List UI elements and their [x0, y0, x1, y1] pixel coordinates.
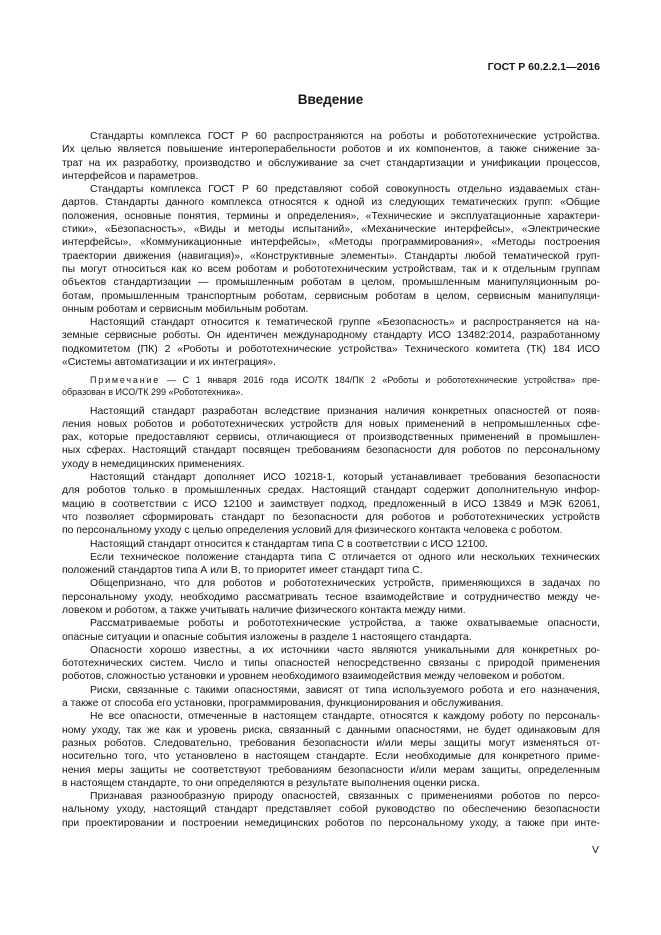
text-line: разных роботов. Следовательно, требования безопасности и/или меры защиты могут изменяться от- [62, 737, 600, 749]
note-text: — С 1 января 2016 года ИСО/ТК 184/ПК 2 «Роботы и робототехнические устройства» пре- [166, 375, 600, 386]
text-line: рах, которые предоставляют сервисы, отличающиеся от производственных применений в промышлен- [62, 432, 600, 444]
text-line: положений стандартов типа А или В, то приоритет имеет стандарт типа С. [62, 565, 423, 577]
text-line: уходу в немедицинских применениях. [62, 458, 245, 470]
text-line: трат на их разработку, производство и обслуживание за счет стандартизации и унификации процессов, [62, 157, 600, 169]
text-line: ботам, промышленным транспортным роботам, сервисным роботам в целом, сервисным манипуляци- [62, 290, 600, 302]
text-line: Стандарты комплекса ГОСТ Р 60 представляют собой совокупность отдельно издаваемых стан- [90, 184, 600, 196]
text-line: ловеком и роботом, а также учитывать наличие физического контакта между ними. [62, 604, 466, 616]
paragraph [62, 577, 600, 617]
text-line: онным роботам и сервисным мобильным роботам. [62, 303, 309, 315]
paragraph [62, 538, 600, 551]
paragraph [62, 183, 600, 316]
text-line: в настоящем стандарте, то они определяются в результате выполнения оценки риска. [62, 777, 480, 789]
text-line: ному уходу, так же как и уровень риска, связанный с данными опасностями, не будет одинаковым для [62, 724, 600, 736]
text-line: нения меры защиты не соответствуют требованиям безопасности и/или мерам защиты, определенным [62, 764, 600, 776]
text-line: по персональному уходу с целью определения условий для физического контакта человека с роботом. [62, 525, 563, 537]
text-line: Настоящий стандарт дополняет ИСО 10218-1, который устанавливает требования безопасности [90, 472, 600, 484]
text-line: «Системы автоматизации и их интеграция». [62, 357, 276, 369]
text-line: Настоящий стандарт относится к тематической группе «Безопасность» и распространяется на на- [90, 317, 600, 329]
paragraph [62, 551, 600, 578]
note-line [62, 375, 600, 387]
paragraph [62, 617, 600, 644]
text-line: опасные ситуации и опасные события изложены в разделе 1 настоящего стандарта. [62, 631, 472, 643]
text-line: нальному уходу, настоящий стандарт представляет собой руководство по обеспечению безопасности [62, 804, 600, 816]
text-line: подкомитетом (ПК) 2 «Роботы и робототехнические устройства» Технического комитета (ТК) 184 ИСО [62, 343, 600, 355]
text-line: интерфейсов и параметров. [62, 170, 199, 182]
paragraph [62, 405, 600, 471]
paragraph [62, 130, 600, 183]
text-line: Опасности хорошо известны, а их источники часто являются уникальными для конкретных ро- [90, 644, 600, 656]
text-line: что позволяет сформировать стандарт по безопасности для роботов и робототехнических устройств [62, 511, 600, 523]
text-line: ления новых роботов и робототехнических устройств для новых применений в непромышленных сфе- [62, 418, 600, 430]
text-line: объектов стандартизации — промышленным роботам в целом, промышленным манипуляционным ро- [62, 277, 600, 289]
text-line: ных сферах. Настоящий стандарт посвящен требованиям безопасности для роботов по персональному [62, 445, 600, 457]
text-line: положения, основные понятия, термины и определения», «Технические и эксплуатационные характери- [62, 210, 600, 222]
text-line: бототехнических систем. Число и типы опасностей непосредственно связаны с природой применения [62, 658, 600, 670]
paragraph [62, 471, 600, 537]
paragraph [62, 710, 600, 790]
text-line: интерфейсы», «Коммуникационные интерфейсы», «Методы программирования», «Методы построения [62, 237, 600, 249]
text-line: Признавая разнообразную природу опасностей, связанных с применениями роботов по персо- [90, 791, 600, 803]
section-title: Введение [297, 92, 364, 107]
text-line: Общепризнано, что для роботов и робототехнических устройств, применяющихся в задачах по [90, 578, 600, 590]
introduction-body [62, 130, 600, 830]
paragraph [62, 316, 600, 369]
text-line: земные сервисные роботы. Он идентичен международному стандарту ИСО 13482:2014, разработанному [62, 330, 600, 342]
note-label: Примечание [90, 375, 161, 386]
text-line: а также от способа его установки, программирования, функционирования и обслуживания. [62, 698, 504, 710]
text-line: Стандарты комплекса ГОСТ Р 60 распространяются на роботы и робототехнические устройства. [90, 131, 600, 142]
note-line: образован в ИСО/ТК 299 «Робототехника». [62, 386, 243, 397]
text-line: Не все опасности, отмеченные в настоящем стандарте, относятся к каждому роботу по персональ- [90, 711, 600, 723]
text-line: траектории движения (навигация)», «Конструктивные элементы». Стандарты любой тематической груп- [62, 250, 600, 262]
page-number: V [591, 844, 599, 856]
text-line: Если техническое положение стандарта типа С отличается от одного или нескольких технических [90, 551, 600, 563]
text-line: пы могут относиться как ко всем роботам и робототехническим устройствам, так и к отдельным группам [62, 263, 600, 275]
text-line: персональному уходу, необходимо рассматривать тесное взаимодействие и сотрудничество между че- [62, 591, 600, 603]
note [62, 375, 600, 398]
text-line: Их целью является повышение интероперабельности роботов и их компонентов, а также снижение за- [62, 144, 600, 156]
text-line: Риски, связанные с такими опасностями, зависят от типа используемого робота и его назначения, [90, 684, 600, 696]
text-line: Настоящий стандарт разработан вследствие признания наличия конкретных опасностей от появ- [90, 405, 600, 417]
text-line: Настоящий стандарт относится к стандартам типа С в соответствии с ИСО 12100. [90, 538, 488, 550]
text-line: носительно того, что установлено в настоящем стандарте. Если необходимые для конкретного приме- [62, 751, 600, 763]
paragraph [62, 644, 600, 684]
text-line: для роботов только в промышленных средах. Настоящий стандарт содержит дополнительную инфор- [62, 485, 600, 497]
paragraph [62, 790, 600, 830]
text-line: роботов, сложностью установки и уровнем необходимого взаимодействия между человеком и роботом. [62, 671, 565, 683]
text-line: стики», «Безопасность», «Виды и методы испытаний», «Механические интерфейсы», «Электрические [62, 224, 600, 236]
document-code-header: ГОСТ Р 60.2.2.1—2016 [487, 61, 600, 73]
text-line: дартов. Стандарты данного комплекса относятся к одной из следующих тематических групп: «Общие [62, 197, 600, 209]
paragraph [62, 684, 600, 711]
text-line: Рассматриваемые роботы и робототехнические устройства, а также охватываемые опасности, [90, 618, 600, 630]
text-line: при проектировании и построении немедицинских роботов по персональному уходу, а также при инте- [62, 817, 600, 829]
text-line: мацию в соответствии с ИСО 12100 и заимствует подход, предложенный в ИСО 13849 и МЭК 62061, [62, 498, 600, 510]
